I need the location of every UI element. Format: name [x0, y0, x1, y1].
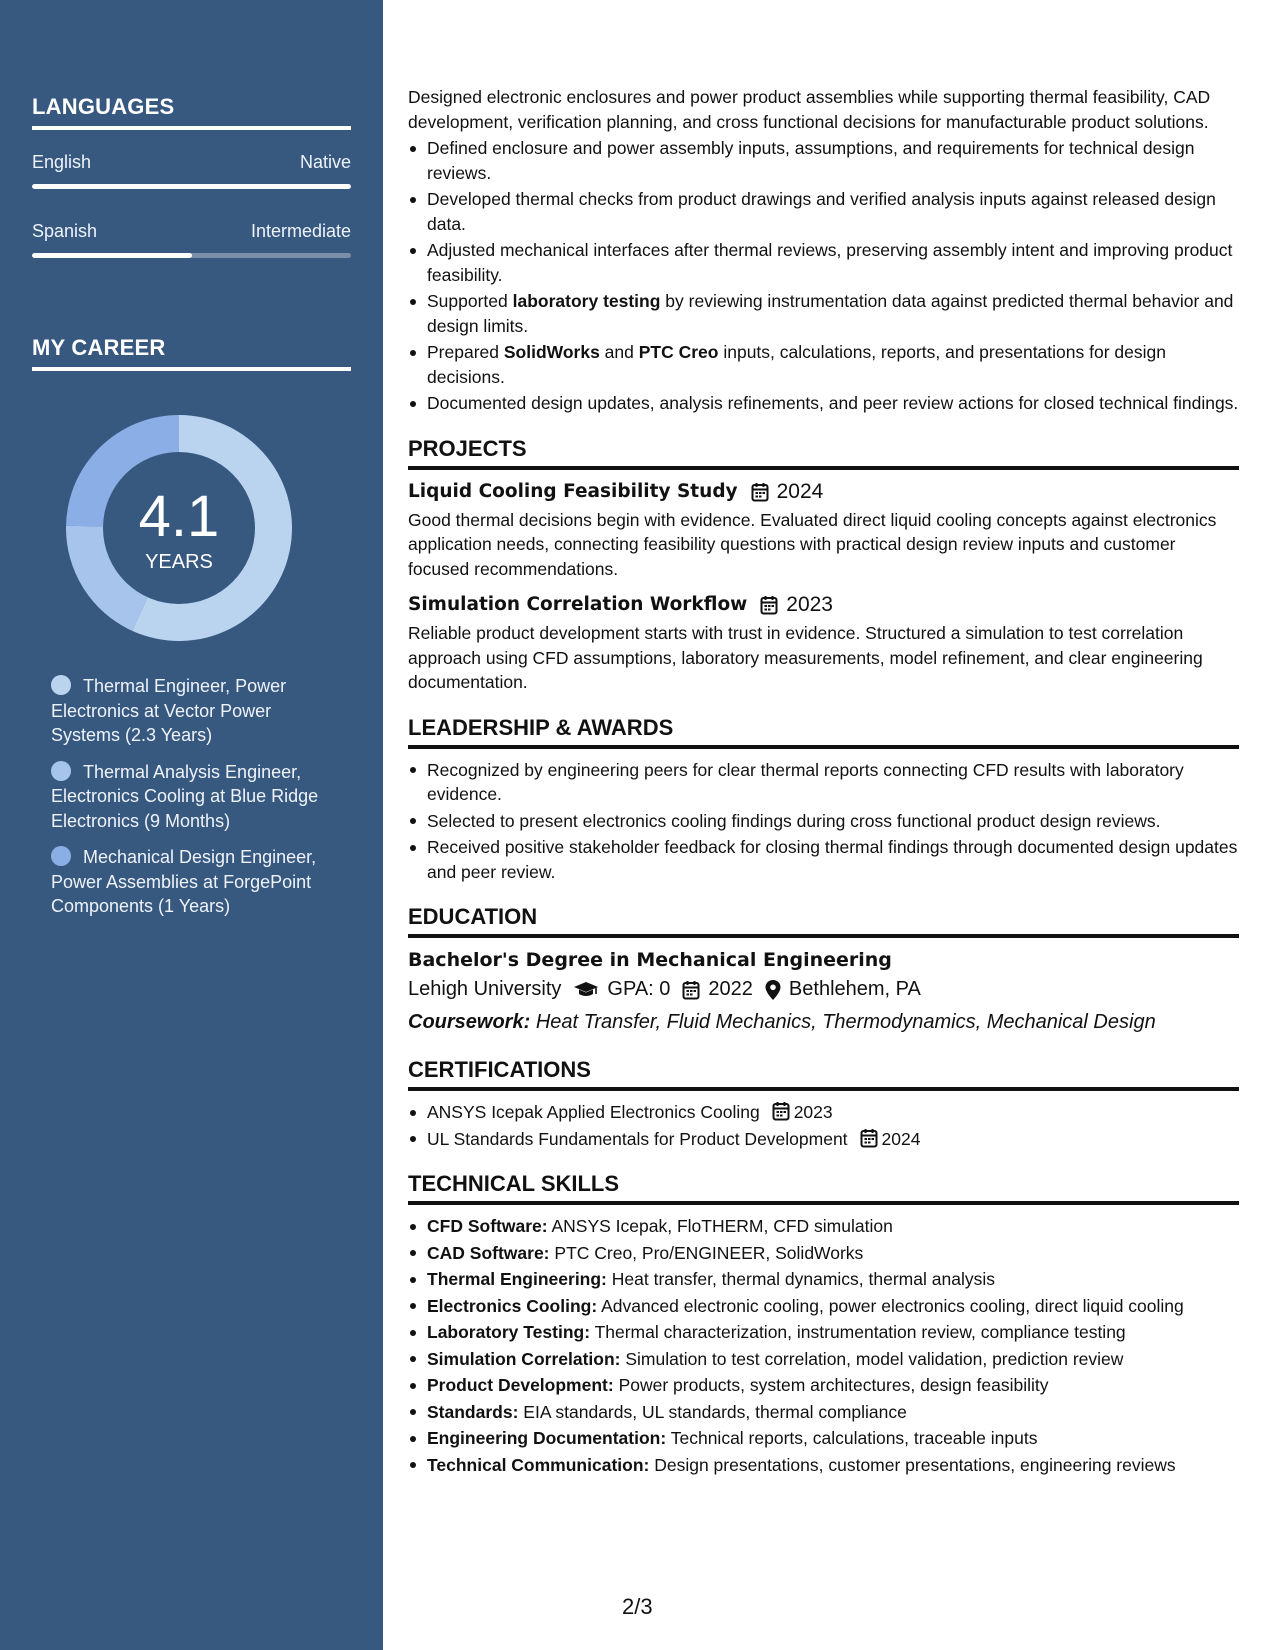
project-title-row: [408, 592, 1239, 618]
career-item: [51, 674, 341, 748]
language-bar-spanish: [32, 253, 351, 258]
school-name: Lehigh University: [408, 978, 562, 1000]
experience-bullet: Defined enclosure and power assembly inputs, assumptions, and requirements for technical design reviews.: [408, 136, 1239, 185]
skill-label: Technical Communication:: [427, 1454, 650, 1475]
main-content: [408, 85, 1239, 1479]
career-item: [51, 845, 341, 919]
experience-bullets: [408, 136, 1239, 416]
certification-name: ANSYS Icepak Applied Electronics Cooling: [427, 1102, 760, 1122]
language-bar-fill: [32, 184, 351, 189]
skills-list: [408, 1214, 1239, 1477]
career-list: [51, 674, 341, 931]
language-name: English: [32, 152, 92, 172]
coursework-label: Coursework:: [408, 1011, 531, 1033]
career-legend-dot: [51, 761, 71, 781]
certification-year: 2023: [793, 1102, 833, 1122]
skill-value: Simulation to test correlation, model validation, prediction review: [625, 1348, 1124, 1369]
skill-item: [408, 1347, 1239, 1372]
skill-label: Thermal Engineering:: [427, 1269, 607, 1289]
certification-item: [408, 1100, 1239, 1125]
project-title: Simulation Correlation Workflow: [408, 594, 748, 615]
language-level: Intermediate: [250, 221, 351, 241]
skill-item: [408, 1400, 1239, 1425]
experience-bullet: Documented design updates, analysis refinements, and peer review actions for closed technical findings.: [408, 391, 1239, 416]
language-bar-fill: [32, 253, 192, 258]
certification-item: [408, 1127, 1239, 1152]
career-donut-chart: [66, 415, 292, 641]
career-total-unit: YEARS: [145, 551, 213, 573]
career-item: [51, 760, 341, 834]
certification-name: UL Standards Fundamentals for Product Development: [427, 1128, 848, 1149]
skill-item: [408, 1426, 1239, 1451]
skill-label: Product Development:: [427, 1375, 614, 1395]
skill-value: PTC Creo, Pro/ENGINEER, SolidWorks: [554, 1242, 864, 1263]
language-name: Spanish: [32, 221, 98, 241]
career-item-text: Mechanical Design Engineer, Power Assemblies at ForgePoint Components (1 Years): [51, 847, 317, 916]
project-year: 2023: [786, 593, 833, 616]
skill-label: CFD Software:: [427, 1216, 548, 1236]
skill-value: Power products, system architectures, design feasibility: [618, 1375, 1049, 1395]
gpa: GPA: 0: [607, 978, 671, 1000]
degree-title: Bachelor's Degree in Mechanical Engineering: [408, 949, 892, 971]
certifications-heading: CERTIFICATIONS: [408, 1055, 1239, 1091]
skill-label: Engineering Documentation:: [427, 1428, 667, 1448]
leadership-bullet: Recognized by engineering peers for clear thermal reports connecting CFD results with laboratory evidence.: [408, 758, 1239, 807]
location-pin-icon: [765, 980, 781, 1000]
skill-label: Electronics Cooling:: [427, 1295, 598, 1316]
career-item-text: Thermal Analysis Engineer, Electronics Cooling at Blue Ridge Electronics (9 Months): [51, 761, 319, 831]
languages-heading: LANGUAGES: [32, 94, 351, 130]
skill-value: Design presentations, customer presentations, engineering reviews: [654, 1454, 1176, 1475]
experience-bullet: Developed thermal checks from product drawings and verified analysis inputs against released design data.: [408, 187, 1239, 236]
coursework: [408, 1007, 1239, 1037]
skill-label: Simulation Correlation:: [427, 1348, 621, 1369]
experience-intro: Designed electronic enclosures and power product assemblies while supporting thermal feasibility, CAD development, verification planning, and cross functional decisions for manufacturable product solutions.: [408, 87, 1211, 132]
skill-label: CAD Software:: [427, 1242, 550, 1263]
skill-value: EIA standards, UL standards, thermal compliance: [523, 1401, 907, 1422]
page-number: 2/3: [622, 1594, 653, 1619]
project-year: 2024: [776, 479, 824, 503]
school-location: Bethlehem, PA: [788, 978, 921, 1000]
language-row-english: [32, 152, 351, 173]
certification-year: 2024: [881, 1128, 921, 1149]
leadership-bullet: Selected to present electronics cooling findings during cross functional product design reviews.: [408, 809, 1239, 834]
calendar-icon: [682, 980, 700, 1000]
sidebar: [0, 0, 383, 1650]
skill-value: Thermal characterization, instrumentation review, compliance testing: [594, 1322, 1126, 1342]
skill-item: [408, 1241, 1239, 1266]
skill-label: Laboratory Testing:: [427, 1322, 591, 1342]
calendar-icon: [760, 595, 778, 615]
career-heading: MY CAREER: [32, 335, 351, 371]
coursework-list: Heat Transfer, Fluid Mechanics, Thermodynamics, Mechanical Design: [535, 1011, 1156, 1033]
project-title-row: [408, 479, 1239, 505]
experience-bullet: Adjusted mechanical interfaces after thermal reviews, preserving assembly intent and improving product feasibility.: [408, 238, 1239, 287]
language-bar-english: [32, 184, 351, 189]
calendar-icon: [772, 1101, 790, 1121]
skill-item: [408, 1267, 1239, 1292]
leadership-heading: LEADERSHIP & AWARDS: [408, 713, 1239, 749]
skill-value: Technical reports, calculations, traceable inputs: [670, 1428, 1038, 1448]
career-legend-dot: [51, 675, 71, 695]
calendar-icon: [860, 1128, 878, 1148]
skills-heading: TECHNICAL SKILLS: [408, 1169, 1239, 1205]
experience-bullet: Supported laboratory testing by reviewing instrumentation data against predicted thermal behavior and design limits.: [408, 289, 1239, 338]
career-legend-dot: [51, 846, 71, 866]
skill-item: [408, 1320, 1239, 1345]
leadership-bullet: Received positive stakeholder feedback for closing thermal findings through documented design updates and peer review.: [408, 835, 1239, 884]
skill-item: [408, 1373, 1239, 1398]
project-description: Good thermal decisions begin with evidence. Evaluated direct liquid cooling concepts against electronics application needs, connecting feasibility questions with practical design review inputs and customer focused recommendations.: [408, 509, 1217, 579]
skill-label: Standards:: [427, 1401, 519, 1422]
education-details: [408, 974, 1239, 1005]
certifications-list: [408, 1100, 1239, 1151]
calendar-icon: [751, 482, 769, 502]
project-description: Reliable product development starts with trust in evidence. Structured a simulation to test correlation approach using CFD assumptions, laboratory measurements, model refinement, and clear engineering documentation.: [408, 623, 1203, 692]
language-row-spanish: [32, 221, 351, 242]
skill-item: [408, 1294, 1239, 1319]
education-heading: EDUCATION: [408, 902, 1239, 938]
career-item-text: Thermal Engineer, Power Electronics at Vector Power Systems (2.3 Years): [51, 676, 287, 745]
skill-item: [408, 1453, 1239, 1478]
skill-value: Advanced electronic cooling, power electronics cooling, direct liquid cooling: [601, 1295, 1184, 1316]
experience-bullet: Prepared SolidWorks and PTC Creo inputs, calculations, reports, and presentations for design decisions.: [408, 340, 1239, 389]
project-title: Liquid Cooling Feasibility Study: [408, 480, 738, 502]
graduation-cap-icon: [573, 981, 599, 999]
language-level: Native: [299, 152, 351, 172]
projects-heading: PROJECTS: [408, 434, 1239, 470]
career-total-value: 4.1: [138, 484, 220, 549]
skill-item: [408, 1214, 1239, 1239]
leadership-bullets: [408, 758, 1239, 885]
skill-value: ANSYS Icepak, FloTHERM, CFD simulation: [551, 1216, 893, 1236]
skill-value: Heat transfer, thermal dynamics, thermal analysis: [611, 1269, 995, 1289]
graduation-year: 2022: [708, 978, 753, 1000]
